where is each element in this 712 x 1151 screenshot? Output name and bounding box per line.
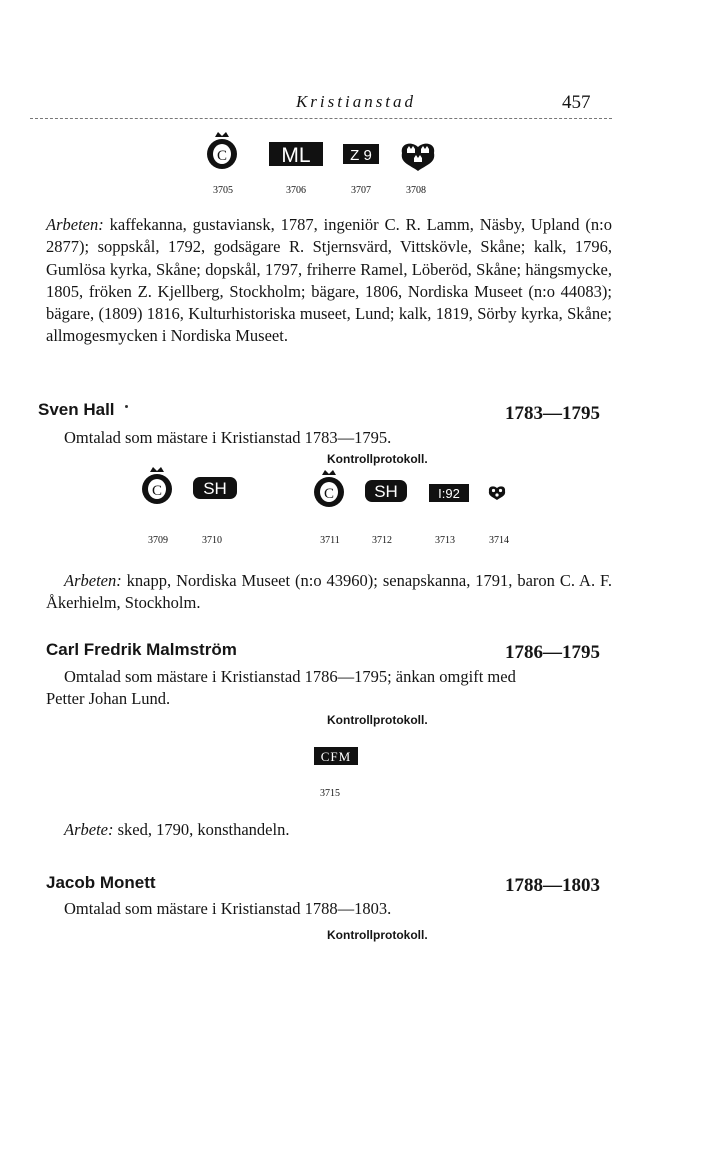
hallmark-number: 3709: [148, 535, 168, 546]
source-note: Kontrollprotokoll.: [327, 713, 428, 727]
works-label: Arbeten:: [46, 215, 104, 234]
cfm-mark-text: CFM: [320, 749, 352, 764]
sh-mark-icon: [364, 479, 408, 503]
sh-mark-text: SH: [374, 482, 398, 501]
master-description-continued: Petter Johan Lund.: [46, 689, 171, 708]
hallmark-number: 3708: [406, 185, 426, 196]
master-name: Carl Fredrik Malmström: [46, 640, 237, 659]
i92-mark-text: I:92: [438, 486, 460, 501]
sh-mark-text: SH: [203, 479, 227, 498]
master-description: Omtalad som mästare i Kristianstad 1783—1795.: [64, 428, 392, 447]
ml-mark-text: ML: [281, 144, 311, 167]
hallmark-number: 3706: [286, 185, 306, 196]
hallmark-number: 3715: [320, 788, 340, 799]
master-description: Omtalad som mästare i Kristianstad 1786—1795; änkan omgift med: [64, 667, 516, 686]
sh-mark-icon: [192, 476, 238, 500]
works-paragraph: [46, 214, 612, 348]
master-name: Sven Hall: [38, 400, 115, 419]
three-crowns-mark-icon: [398, 139, 438, 173]
works-label: Arbete:: [64, 820, 114, 839]
source-note: Kontrollprotokoll.: [327, 452, 428, 466]
svg-text:C: C: [151, 483, 163, 499]
works-text: knapp, Nordiska Museet (n:o 43960); senapskanna, 1791, baron C. A. F. Åkerhielm, Stockholm.: [46, 571, 612, 613]
hallmark-number: 3713: [435, 535, 455, 546]
running-head-title: Kristianstad: [295, 92, 417, 111]
works-text: kaffekanna, gustaviansk, 1787, ingeniör C. R. Lamm, Näsby, Upland (n:o 2877); soppskål, 1792, godsägare R. Stjernsvärd, Vittskövle, Skåne; kalk, 1796, Gumlösa kyrka, Skåne; dopskål, 1797, friherre Ramel, Löberöd, Skåne; hängsmycke, 1805, fröken Z. Kjellberg, Stockholm; bägare, 1806, Nordiska Museet (n:o 44083); bägare, (1809) 1816, Kulturhistoriska museet, Lund; kalk, 1819, Sörby kyrka, Skåne; allmogesmycken i Nordiska Museet.: [46, 215, 612, 346]
works-paragraph: [64, 820, 289, 840]
z92-mark-icon: [342, 143, 380, 165]
hallmark-number: 3711: [320, 535, 340, 546]
crowned-c-mark-icon: [205, 130, 239, 170]
hallmark-number: 3714: [489, 535, 509, 546]
master-years: 1786—1795: [505, 642, 600, 663]
master-description: Omtalad som mästare i Kristianstad 1788—1803.: [64, 899, 392, 918]
i92-mark-icon: [428, 483, 470, 503]
three-crowns-mark-icon: [487, 484, 507, 502]
hallmark-number: 3705: [213, 185, 233, 196]
crowned-c-mark-icon: [140, 465, 174, 505]
works-paragraph: [46, 570, 612, 615]
svg-text:C: C: [323, 486, 335, 502]
crowned-c-mark-icon: [312, 468, 346, 508]
works-label: Arbeten:: [64, 571, 122, 590]
master-years: 1783—1795: [505, 403, 600, 424]
header-rule: [30, 118, 612, 119]
ml-mark-icon: [268, 141, 324, 167]
master-years: 1788—1803: [505, 875, 600, 896]
source-note: Kontrollprotokoll.: [327, 928, 428, 942]
ornament-dot: [125, 405, 128, 408]
z92-mark-text: Z 9: [350, 147, 372, 164]
svg-text:C: C: [216, 148, 228, 164]
cfm-mark-icon: [313, 746, 359, 766]
hallmark-number: 3710: [202, 535, 222, 546]
hallmark-number: 3712: [372, 535, 392, 546]
master-name: Jacob Monett: [46, 873, 156, 892]
hallmark-number: 3707: [351, 185, 371, 196]
works-text: sked, 1790, konsthandeln.: [113, 820, 290, 839]
page-number: 457: [562, 92, 591, 113]
